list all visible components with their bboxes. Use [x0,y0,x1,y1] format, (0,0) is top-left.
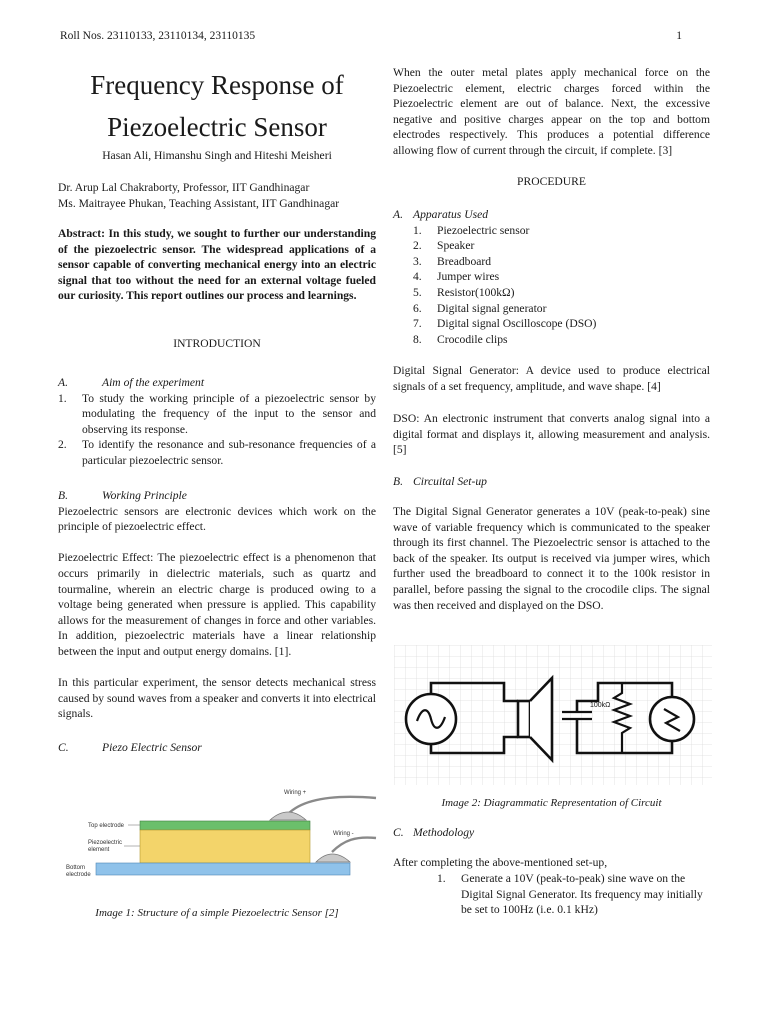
circuit-setup-heading [393,474,710,490]
methodology-intro: After completing the above-mentioned set-up, [393,856,608,869]
figure-1-piezo-structure [66,780,378,884]
wp-heading [58,488,376,504]
right-intro-paragraph: When the outer metal plates apply mechanical force on the Piezoelectric element, electric charges forced within the Piezoelectric element are out of balance. Next, the excessive negative and positive charges appear on the top and bottom electrodes respectively. This produces a potential difference allowing flow of current through the circuit, if complete. [3] [393,66,710,157]
label-wiring-minus: Wiring - [333,831,354,837]
header-roll-numbers: Roll Nos. 23110133, 23110134, 23110135 [60,30,256,42]
list-number: 4. [413,270,422,284]
list-text: Jumper wires [437,270,500,284]
aim-heading [58,375,376,391]
piezo-element-layer [140,830,310,863]
aim-heading-text: Aim of the experiment [102,376,205,389]
list-text: Speaker [437,239,475,253]
apparatus-section [393,207,710,347]
top-electrode-layer [140,821,310,830]
list-item [413,223,710,239]
solder-bottom [316,854,350,862]
list-item [413,254,710,270]
wp-heading-text: Working Principle [102,489,187,502]
figure-1-caption: Image 1: Structure of a simple Piezoelectric Sensor [2] [95,907,339,919]
list-number: 2. [58,438,67,452]
list-number: 1. [58,391,67,405]
label-piezo-element-1: Piezoelectric [88,840,123,846]
list-text: Piezoelectric sensor [437,223,530,237]
apparatus-heading-text: Apparatus Used [413,208,489,221]
list-item [413,269,710,285]
paper-title [58,64,376,148]
list-item [413,301,710,317]
list-text: Digital signal generator [437,301,547,315]
list-number: 7. [413,317,422,331]
list-item [413,316,710,332]
ps-heading-text: Piezo Electric Sensor [102,741,202,754]
procedure-heading: PROCEDURE [517,175,586,188]
list-item [58,391,376,438]
cs-label: B. [393,475,403,488]
label-wiring-plus: Wiring + [284,790,307,796]
aim-list [58,391,376,469]
list-number: 3. [413,254,422,268]
circuit-setup-paragraph: The Digital Signal Generator generates a 10V (peak-to-peak) sine wave of variable frequency which is communicated to the speaker through its first channel. The Piezoelectric sensor is attached to the back of the speaker. Its output is received via jumper wires, which further used the breadboard to connect it to the 100k resistor in parallel, before passing the signal to the crocodile clips. The signal was then received and displayed on the DSO. [393,505,710,612]
introduction-heading: INTRODUCTION [173,337,261,350]
list-text: To study the working principle of a piezoelectric sensor by modulating the frequency of the input to the sensor and observing its response. [82,391,376,436]
authors: Hasan Ali, Himanshu Singh and Hiteshi Meisheri [102,149,332,162]
dsg-paragraph: Digital Signal Generator: A device used to produce electrical signals of a set frequency, amplitude, and wave shape. [4] [393,364,710,393]
wp-paragraph-1: Piezoelectric sensors are electronic devices which work on the principle of piezoelectric effect. [58,504,376,534]
list-text: Generate a 10V (peak-to-peak) sine wave on the Digital Signal Generator. Its frequency may initially be set to 100Hz (i.e. 0.1 kHz) [461,872,703,917]
wire-plus [288,797,376,814]
abstract: Abstract: In this study, we sought to further our understanding of the piezoelectric sensor. The widespread applications of a sensor capable of converting mechanical energy into an electric signal that too without the need for an external voltage fueled our curiosity. This report outlines our process and learnings. [58,227,376,303]
aim-label: A. [58,376,68,389]
affiliations [58,180,376,211]
working-principle-section [58,488,376,722]
figure-2-caption: Image 2: Diagrammatic Representation of Circuit [441,797,662,809]
speaker-coil-icon [518,701,530,737]
list-text: Resistor(100kΩ) [437,285,515,299]
cs-heading-text: Circuital Set-up [413,475,487,488]
affiliation-1: Dr. Arup Lal Chakraborty, Professor, IIT Gandhinagar [58,181,310,194]
list-number: 5. [413,285,422,299]
label-top-electrode: Top electrode [88,823,125,829]
list-number: 1. [413,223,422,237]
aim-section [58,375,376,469]
title-line-1: Frequency Response of [90,70,344,100]
list-text: To identify the resonance and sub-resonance frequencies of a particular piezoelectric sensor. [82,438,376,467]
label-bottom-electrode-1: Bottom [66,865,86,871]
meth-label: C. [393,826,404,839]
label-bottom-electrode-2: electrode [66,872,91,878]
affiliation-2: Ms. Maitrayee Phukan, Teaching Assistant, IIT Gandhinagar [58,196,340,210]
dso-paragraph: DSO: An electronic instrument that converts analog signal into a digital format and displays it, allowing measurement and analysis. [5] [393,412,710,457]
label-piezo-element-2: element [88,847,110,853]
list-item [413,285,710,301]
meth-heading-text: Methodology [413,826,475,839]
list-item [413,238,710,254]
header-page-number: 1 [676,30,682,42]
list-number: 6. [413,301,422,315]
list-text: Crocodile clips [437,332,508,346]
methodology-heading [393,825,710,841]
figure-2-circuit [394,645,712,785]
list-item [58,437,376,468]
list-item [413,332,710,348]
list-item [437,871,710,918]
list-number: 1. [437,872,446,885]
apparatus-label: A. [393,208,403,221]
list-number: 2. [413,239,422,253]
title-line-2: Piezoelectric Sensor [107,112,327,142]
methodology-list [437,871,710,918]
solder-top [270,812,306,820]
wp-paragraph-3: In this particular experiment, the sensor detects mechanical stress caused by sound waves from a speaker and converts it into electrical signals. [58,676,376,721]
list-text: Digital signal Oscilloscope (DSO) [437,317,597,331]
methodology-steps [437,871,710,918]
apparatus-list [413,223,710,348]
ps-label: C. [58,741,69,754]
list-text: Breadboard [437,254,492,268]
wp-label: B. [58,489,68,502]
resistor-label: 100kΩ [590,702,611,709]
wp-paragraph-2: Piezoelectric Effect: The piezoelectric effect is a phenomenon that occurs primarily in dielectric materials, such as quartz and tourmaline, wherein an electric charge is produced owing to a voltage being generated when pressure is applied. This capability allows for the measurement of changes in force and other variables. In addition, piezoelectric materials have a linear relationship between the input and output energy domains. [1]. [58,551,376,658]
piezo-sensor-heading [58,740,376,756]
wire-minus [332,838,376,852]
apparatus-heading [393,207,710,223]
bottom-electrode-layer [96,863,350,875]
list-number: 8. [413,332,422,346]
